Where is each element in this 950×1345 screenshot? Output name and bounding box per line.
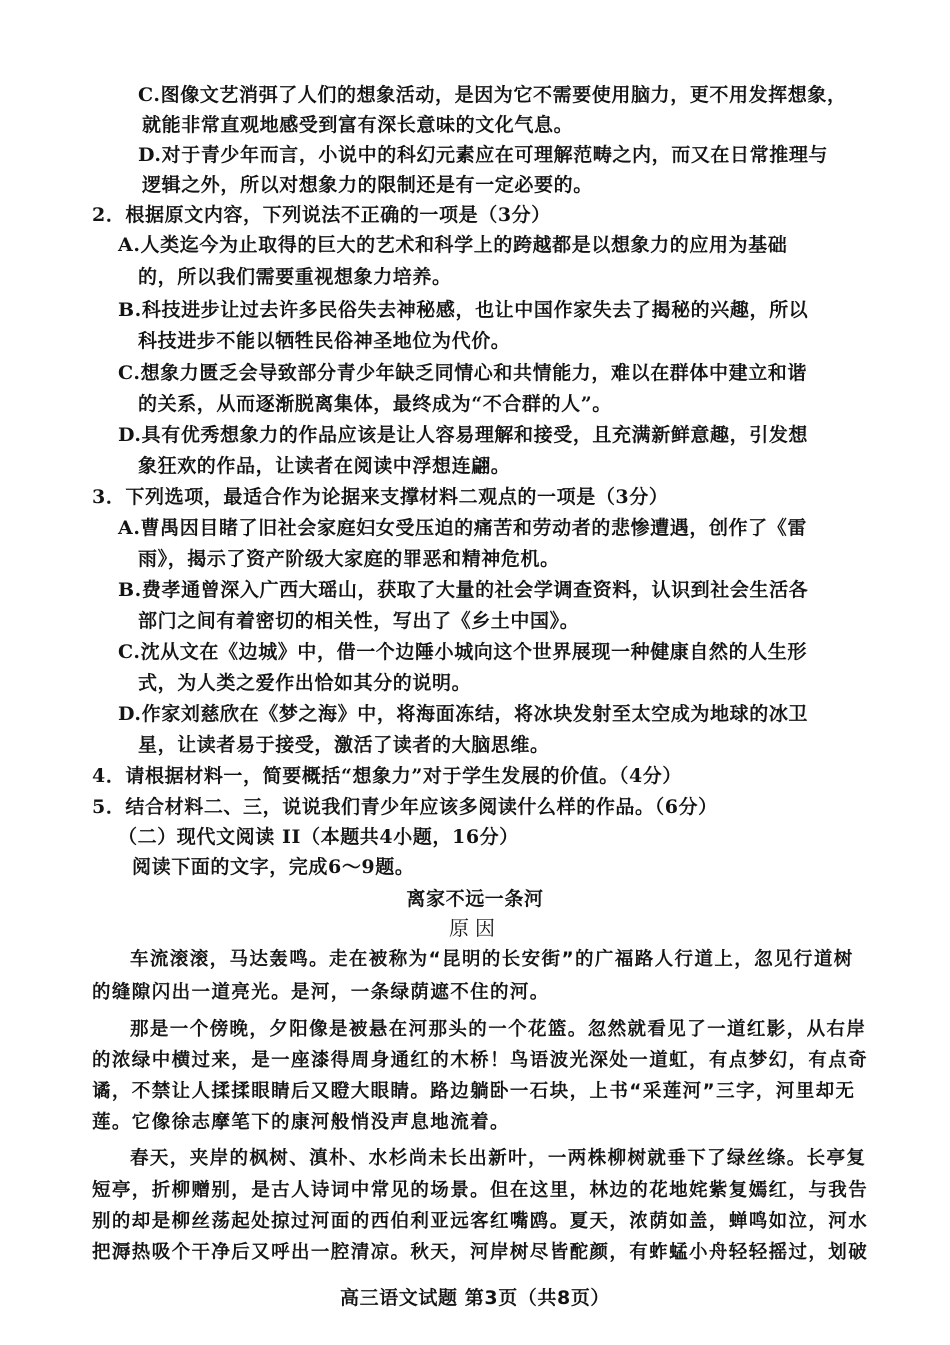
q1-option-c-line2: 就能非常直观地感受到富有深长意味的文化气息。 bbox=[142, 114, 574, 136]
article-line: 春天，夹岸的枫树、滇朴、水杉尚未长出新叶，一两株柳树就垂下了绿丝绦。长亭复 bbox=[130, 1148, 867, 1169]
q2-option-c-line2: 的关系，从而逐渐脱离集体，最终成为“不合群的人”。 bbox=[138, 393, 612, 415]
q3-stem: 3．下列选项，最适合作为论据来支撑材料二观点的一项是（3分） bbox=[92, 486, 669, 508]
article-title: 离家不远一条河 bbox=[406, 888, 544, 910]
q4-stem: 4．请根据材料一，简要概括“想象力”对于学生发展的价值。（4分） bbox=[92, 765, 682, 787]
article-line: 那是一个傍晚，夕阳像是被悬在河那头的一个花篮。忽然就看见了一道红影，从右岸 bbox=[130, 1019, 867, 1040]
q3-option-c-line1: C.沈从文在《边城》中，借一个边陲小城向这个世界展现一种健康自然的人生形 bbox=[118, 641, 808, 663]
q2-option-a-line2: 的，所以我们需要重视想象力培养。 bbox=[138, 266, 452, 288]
q5-stem: 5．结合材料二、三，说说我们青少年应该多阅读什么样的作品。（6分） bbox=[92, 796, 718, 818]
article-line: 谲，不禁让人揉揉眼睛后又瞪大眼睛。路边躺卧一石块，上书“采莲河”三字，河里却无 bbox=[92, 1081, 856, 1102]
section-heading: （二）现代文阅读 II（本题共4小题，16分） bbox=[118, 826, 519, 848]
article-line: 的缝隙闪出一道亮光。是河，一条绿荫遮不住的河。 bbox=[92, 982, 550, 1003]
q2-stem: 2．根据原文内容，下列说法不正确的一项是（3分） bbox=[92, 204, 551, 226]
article-subtitle: 原因 bbox=[449, 916, 501, 940]
q2-option-d-line1: D.具有优秀想象力的作品应该是让人容易理解和接受，且充满新鲜意趣，引发想 bbox=[118, 424, 809, 446]
q3-option-a-line1: A.曹禺因目睹了旧社会家庭妇女受压迫的痛苦和劳动者的悲惨遭遇，创作了《雷 bbox=[118, 517, 807, 539]
article-line: 莲。它像徐志摩笔下的康河般悄没声息地流着。 bbox=[92, 1112, 510, 1133]
q2-option-b-line2: 科技进步不能以牺牲民俗神圣地位为代价。 bbox=[138, 330, 511, 352]
q3-option-d-line1: D.作家刘慈欣在《梦之海》中，将海面冻结，将冰块发射至太空成为地球的冰卫 bbox=[118, 703, 809, 725]
section-instruction: 阅读下面的文字，完成6～9题。 bbox=[132, 856, 415, 878]
article-line: 别的却是柳丝荡起处掠过河面的西伯利亚远客红嘴鸥。夏天，浓荫如盖，蝉鸣如泣，河水 bbox=[92, 1211, 869, 1232]
q1-option-d-line1: D.对于青少年而言，小说中的科幻元素应在可理解范畴之内，而又在日常推理与 bbox=[138, 144, 829, 166]
q2-option-a-line1: A.人类迄今为止取得的巨大的艺术和科学上的跨越都是以想象力的应用为基础 bbox=[118, 234, 788, 256]
page-footer: 高三语文试题 第3页（共8页） bbox=[339, 1287, 611, 1309]
q3-option-b-line1: B.费孝通曾深入广西大瑶山，获取了大量的社会学调查资料，认识到社会生活各 bbox=[118, 579, 809, 601]
q2-option-c-line1: C.想象力匮乏会导致部分青少年缺乏同情心和共情能力，难以在群体中建立和谐 bbox=[118, 362, 808, 384]
article-line: 的浓绿中横过来，是一座漆得周身通红的木桥！鸟语波光深处一道虹，有点梦幻，有点奇 bbox=[92, 1050, 869, 1071]
q3-option-a-line2: 雨》，揭示了资产阶级大家庭的罪恶和精神危机。 bbox=[138, 548, 560, 570]
article-line: 短亭，折柳赠别，是古人诗词中常见的场景。但在这里，林边的花地姹紫复嫣红，与我告 bbox=[92, 1180, 869, 1201]
article-line: 把溽热吸个干净后又呼出一腔清凉。秋天，河岸树尽皆酡颜，有蚱蜢小舟轻轻摇过，划破 bbox=[92, 1242, 869, 1263]
q3-option-c-line2: 式，为人类之爱作出恰如其分的说明。 bbox=[138, 672, 472, 694]
q1-option-c-line1: C.图像文艺消弭了人们的想象活动，是因为它不需要使用脑力，更不用发挥想象， bbox=[138, 84, 847, 106]
article-line: 车流滚滚，马达轰鸣。走在被称为“昆明的长安街”的广福路人行道上，忽见行道树 bbox=[130, 949, 854, 970]
q3-option-b-line2: 部门之间有着密切的相关性，写出了《乡土中国》。 bbox=[138, 610, 580, 632]
q2-option-b-line1: B.科技进步让过去许多民俗失去神秘感，也让中国作家失去了揭秘的兴趣，所以 bbox=[118, 299, 809, 321]
q1-option-d-line2: 逻辑之外，所以对想象力的限制还是有一定必要的。 bbox=[142, 174, 593, 196]
q3-option-d-line2: 星，让读者易于接受，激活了读者的大脑思维。 bbox=[138, 734, 550, 756]
q2-option-d-line2: 象狂欢的作品，让读者在阅读中浮想连翩。 bbox=[138, 455, 511, 477]
